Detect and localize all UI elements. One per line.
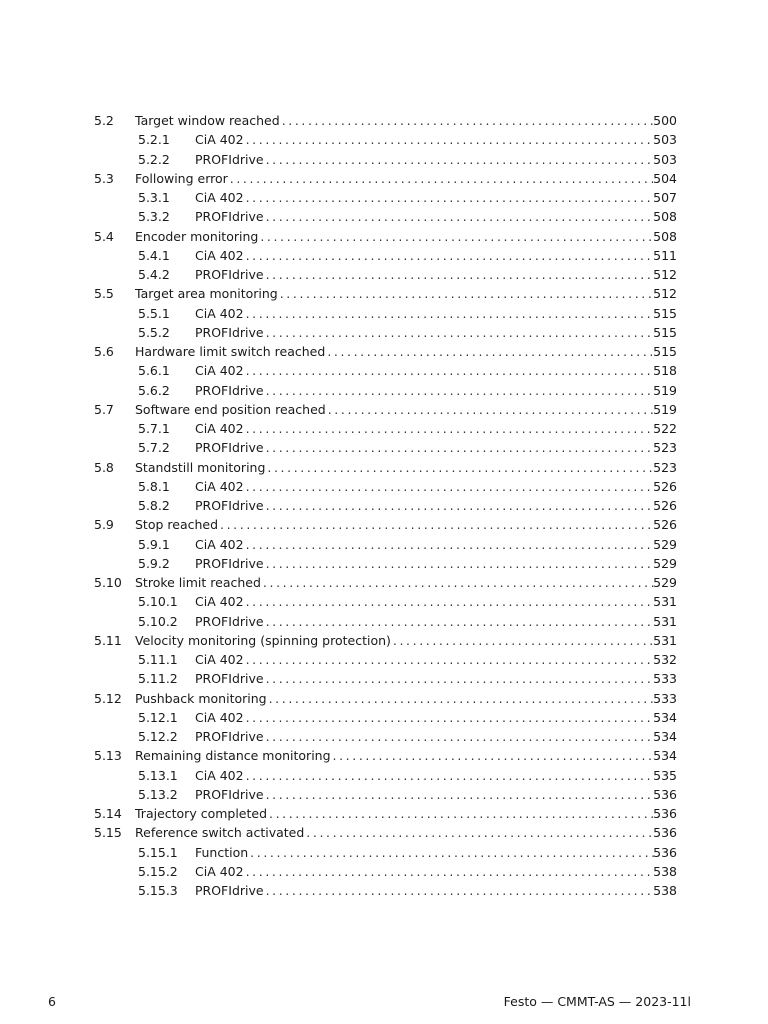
toc-entry-title: PROFIdrive xyxy=(195,440,264,456)
toc-entry-page: 536 xyxy=(653,786,677,802)
toc-entry-title-leader xyxy=(195,304,654,323)
toc-entry-title-leader xyxy=(135,823,654,842)
toc-entry-page: 512 xyxy=(653,267,677,282)
toc-entry[interactable] xyxy=(0,284,768,303)
toc-entry-title-leader xyxy=(195,246,654,265)
toc-entry-page: 518 xyxy=(653,363,677,379)
toc-dot-leader xyxy=(266,323,654,342)
toc-entry-number: 5.5 xyxy=(94,286,114,302)
toc-entry-page: 519 xyxy=(653,401,677,417)
footer-document-id: Festo — CMMT-AS — 2023-11l xyxy=(503,994,691,1009)
toc-entry-number: 5.10.1 xyxy=(138,594,178,610)
footer-page-number: 6 xyxy=(48,994,56,1009)
toc-entry-title: Remaining distance monitoring xyxy=(135,748,331,764)
toc-entry-number: 5.15.3 xyxy=(138,883,178,898)
toc-dot-leader xyxy=(230,169,654,188)
toc-dot-leader xyxy=(266,612,654,631)
toc-entry-title-leader xyxy=(135,400,654,419)
toc-entry[interactable] xyxy=(0,650,768,669)
toc-entry-title: Stroke limit reached xyxy=(135,575,261,590)
toc-entry[interactable] xyxy=(0,746,768,765)
toc-entry-title-leader xyxy=(135,111,654,130)
toc-entry-number: 5.7.2 xyxy=(138,440,170,456)
toc-entry-number: 5.15.2 xyxy=(138,863,178,879)
toc-entry-title: CiA 402 xyxy=(195,767,244,783)
toc-entry-page: 503 xyxy=(653,151,677,167)
toc-entry-title-leader xyxy=(135,631,654,650)
toc-entry-title: Software end position reached xyxy=(135,401,326,417)
toc-entry-title-leader xyxy=(135,284,654,303)
toc-entry[interactable] xyxy=(0,766,768,785)
toc-dot-leader xyxy=(266,785,654,804)
toc-entry-title: Target window reached xyxy=(135,113,280,128)
toc-entry[interactable] xyxy=(0,881,768,900)
toc-entry-title-leader xyxy=(135,689,654,708)
toc-dot-leader xyxy=(266,669,654,688)
toc-dot-leader xyxy=(266,727,654,746)
toc-entry-title-leader xyxy=(135,169,654,188)
toc-entry[interactable] xyxy=(0,265,768,284)
toc-entry-title-leader xyxy=(135,458,654,477)
toc-dot-leader xyxy=(282,111,654,130)
toc-entry[interactable] xyxy=(0,246,768,265)
toc-entry-title-leader xyxy=(195,130,654,149)
toc-dot-leader xyxy=(280,284,654,303)
toc-entry-page: 526 xyxy=(653,498,677,513)
toc-entry-page: 515 xyxy=(653,344,677,359)
toc-dot-leader xyxy=(327,342,654,361)
toc-entry-page: 500 xyxy=(653,113,677,128)
toc-entry-title: CiA 402 xyxy=(195,421,244,436)
toc-entry-page: 531 xyxy=(653,632,677,648)
toc-entry-number: 5.7.1 xyxy=(138,421,170,436)
toc-entry-title-leader xyxy=(195,785,654,804)
toc-entry-number: 5.8.1 xyxy=(138,478,170,494)
toc-entry-title-leader xyxy=(135,573,654,592)
toc-entry-title-leader xyxy=(195,650,654,669)
toc-entry-page: 529 xyxy=(653,536,677,552)
toc-entry[interactable] xyxy=(0,169,768,188)
toc-entry-page: 534 xyxy=(653,748,677,764)
toc-entry-title: Hardware limit switch reached xyxy=(135,344,326,359)
toc-entry[interactable] xyxy=(0,708,768,727)
toc-dot-leader xyxy=(333,746,654,765)
toc-entry-page: 538 xyxy=(653,883,677,898)
toc-entry[interactable] xyxy=(0,515,768,534)
toc-dot-leader xyxy=(266,496,654,515)
toc-dot-leader xyxy=(266,438,654,457)
toc-entry-title: Reference switch activated xyxy=(135,825,305,841)
toc-dot-leader xyxy=(246,361,654,380)
toc-entry[interactable] xyxy=(0,785,768,804)
toc-entry-title-leader xyxy=(195,477,654,496)
toc-entry-title: CiA 402 xyxy=(195,863,244,879)
toc-entry[interactable] xyxy=(0,496,768,515)
toc-entry[interactable] xyxy=(0,631,768,650)
toc-entry-number: 5.3.1 xyxy=(138,190,170,205)
toc-entry-title: PROFIdrive xyxy=(195,382,264,398)
toc-dot-leader xyxy=(246,708,654,727)
toc-entry-page: 538 xyxy=(653,863,677,879)
toc-entry[interactable] xyxy=(0,438,768,457)
toc-dot-leader xyxy=(266,554,654,573)
toc-dot-leader xyxy=(267,458,654,477)
toc-entry-number: 5.4.1 xyxy=(138,247,170,263)
toc-entry-title-leader xyxy=(195,381,654,400)
toc-entry-title-leader xyxy=(195,419,654,438)
toc-entry-page: 511 xyxy=(653,247,677,263)
toc-entry-title-leader xyxy=(195,592,654,611)
toc-entry-page: 534 xyxy=(653,709,677,725)
toc-entry-page: 526 xyxy=(653,478,677,494)
toc-dot-leader xyxy=(246,246,654,265)
toc-entry-title-leader xyxy=(135,227,654,246)
toc-entry-title-leader xyxy=(195,843,654,862)
toc-dot-leader xyxy=(250,843,654,862)
toc-dot-leader xyxy=(246,766,654,785)
toc-entry-title: Pushback monitoring xyxy=(135,690,267,706)
toc-entry-title: PROFIdrive xyxy=(195,267,264,282)
toc-dot-leader xyxy=(266,207,654,226)
toc-entry-number: 5.13 xyxy=(94,748,122,764)
toc-entry-title: CiA 402 xyxy=(195,190,244,205)
toc-entry-page: 536 xyxy=(653,825,677,841)
toc-entry[interactable] xyxy=(0,111,768,130)
toc-entry[interactable] xyxy=(0,862,768,881)
toc-entry-title: PROFIdrive xyxy=(195,498,264,513)
toc-dot-leader xyxy=(266,381,654,400)
toc-dot-leader xyxy=(246,419,654,438)
toc-entry[interactable] xyxy=(0,458,768,477)
toc-entry-number: 5.9.1 xyxy=(138,536,170,552)
toc-entry-number: 5.11.2 xyxy=(138,671,178,687)
toc-dot-leader xyxy=(306,823,654,842)
toc-entry-page: 535 xyxy=(653,767,677,783)
toc-entry-title-leader xyxy=(195,496,654,515)
toc-entry[interactable] xyxy=(0,554,768,573)
toc-entry-page: 529 xyxy=(653,555,677,571)
toc-entry-title-leader xyxy=(195,207,654,226)
toc-entry-title: CiA 402 xyxy=(195,652,244,667)
toc-entry-page: 529 xyxy=(653,575,677,590)
toc-entry-page: 523 xyxy=(653,459,677,475)
toc-entry-title: PROFIdrive xyxy=(195,613,264,629)
toc-entry[interactable] xyxy=(0,477,768,496)
toc-entry[interactable] xyxy=(0,207,768,226)
toc-entry-page: 536 xyxy=(653,806,677,821)
toc-entry-number: 5.14 xyxy=(94,806,122,821)
toc-entry-title-leader xyxy=(195,727,654,746)
toc-dot-leader xyxy=(220,515,654,534)
toc-entry-page: 532 xyxy=(653,652,677,667)
toc-entry-title: CiA 402 xyxy=(195,536,244,552)
toc-entry-page: 534 xyxy=(653,729,677,744)
toc-entry-title: PROFIdrive xyxy=(195,555,264,571)
toc-entry-title: PROFIdrive xyxy=(195,324,264,340)
toc-entry[interactable] xyxy=(0,342,768,361)
toc-entry-title-leader xyxy=(195,535,654,554)
toc-entry-page: 515 xyxy=(653,305,677,321)
toc-entry[interactable] xyxy=(0,188,768,207)
toc-entry-page: 508 xyxy=(653,209,677,225)
toc-dot-leader xyxy=(266,881,654,900)
toc-entry-number: 5.4.2 xyxy=(138,267,170,282)
toc-entry-title: PROFIdrive xyxy=(195,209,264,225)
toc-entry-title: CiA 402 xyxy=(195,305,244,321)
toc-entry[interactable] xyxy=(0,804,768,823)
toc-entry-title: Function xyxy=(195,844,249,860)
toc-dot-leader xyxy=(266,150,654,169)
toc-entry-title-leader xyxy=(195,766,654,785)
toc-entry[interactable] xyxy=(0,535,768,554)
toc-entry-title: CiA 402 xyxy=(195,247,244,263)
toc-dot-leader xyxy=(266,265,654,284)
toc-entry-page: 526 xyxy=(653,517,677,533)
toc-entry-number: 5.10.2 xyxy=(138,613,178,629)
toc-entry[interactable] xyxy=(0,150,768,169)
toc-entry-title: PROFIdrive xyxy=(195,671,264,687)
toc-entry-page: 533 xyxy=(653,671,677,687)
toc-entry-number: 5.15 xyxy=(94,825,122,841)
toc-entry-title: PROFIdrive xyxy=(195,883,264,898)
toc-entry-number: 5.6.2 xyxy=(138,382,170,398)
toc-entry-page: 515 xyxy=(653,324,677,340)
toc-entry-page: 507 xyxy=(653,190,677,205)
toc-entry-title: Trajectory completed xyxy=(135,806,268,821)
toc-entry-number: 5.8.2 xyxy=(138,498,170,513)
toc-entry[interactable] xyxy=(0,843,768,862)
toc-entry[interactable] xyxy=(0,823,768,842)
toc-entry-number: 5.11 xyxy=(94,632,122,648)
toc-entry-title: CiA 402 xyxy=(195,132,244,148)
toc-entry[interactable] xyxy=(0,612,768,631)
toc-entry[interactable] xyxy=(0,689,768,708)
toc-entry-title-leader xyxy=(195,438,654,457)
toc-entry[interactable] xyxy=(0,727,768,746)
toc-dot-leader xyxy=(263,573,654,592)
toc-entry-page: 523 xyxy=(653,440,677,456)
toc-entry-page: 531 xyxy=(653,613,677,629)
toc-entry-title-leader xyxy=(135,746,654,765)
toc-entry[interactable] xyxy=(0,400,768,419)
toc-entry-title-leader xyxy=(195,612,654,631)
toc-dot-leader xyxy=(393,631,654,650)
toc-entry-number: 5.6.1 xyxy=(138,363,170,379)
toc-entry-number: 5.5.2 xyxy=(138,324,170,340)
toc-entry-page: 533 xyxy=(653,690,677,706)
toc-entry[interactable] xyxy=(0,323,768,342)
toc-entry-page: 531 xyxy=(653,594,677,610)
toc-entry[interactable] xyxy=(0,227,768,246)
toc-entry[interactable] xyxy=(0,304,768,323)
toc-entry-number: 5.2.2 xyxy=(138,151,170,167)
toc-entry-page: 512 xyxy=(653,286,677,302)
toc-entry-title: Standstill monitoring xyxy=(135,459,266,475)
toc-entry[interactable] xyxy=(0,592,768,611)
toc-entry-number: 5.11.1 xyxy=(138,652,178,667)
toc-entry-number: 5.12.1 xyxy=(138,709,178,725)
toc-entry-number: 5.3.2 xyxy=(138,209,170,225)
toc-entry-title-leader xyxy=(195,361,654,380)
toc-entry-number: 5.9 xyxy=(94,517,114,533)
toc-entry-title: Target area monitoring xyxy=(135,286,278,302)
toc-dot-leader xyxy=(269,804,654,823)
toc-dot-leader xyxy=(328,400,654,419)
toc-entry-title: Velocity monitoring (spinning protection) xyxy=(135,632,391,648)
toc-entry-number: 5.9.2 xyxy=(138,555,170,571)
toc-dot-leader xyxy=(246,535,654,554)
toc-entry-page: 504 xyxy=(653,170,677,186)
toc-entry-page: 519 xyxy=(653,382,677,398)
toc-entry[interactable] xyxy=(0,130,768,149)
toc-entry-title-leader xyxy=(195,862,654,881)
toc-entry-title-leader xyxy=(195,669,654,688)
toc-entry-title: CiA 402 xyxy=(195,478,244,494)
toc-entry-number: 5.8 xyxy=(94,459,114,475)
toc-entry-title: Stop reached xyxy=(135,517,219,533)
table-of-contents xyxy=(0,111,768,900)
toc-entry-title-leader xyxy=(195,150,654,169)
toc-dot-leader xyxy=(246,188,654,207)
toc-entry-number: 5.5.1 xyxy=(138,305,170,321)
toc-entry-page: 503 xyxy=(653,132,677,148)
toc-entry-title: PROFIdrive xyxy=(195,729,264,744)
toc-dot-leader xyxy=(269,689,654,708)
toc-entry-title-leader xyxy=(195,881,654,900)
toc-entry-title: CiA 402 xyxy=(195,363,244,379)
toc-dot-leader xyxy=(246,304,654,323)
toc-entry[interactable] xyxy=(0,419,768,438)
toc-dot-leader xyxy=(246,862,654,881)
toc-entry[interactable] xyxy=(0,573,768,592)
toc-dot-leader xyxy=(246,592,654,611)
toc-entry-number: 5.12 xyxy=(94,690,122,706)
toc-entry-title-leader xyxy=(195,323,654,342)
toc-dot-leader xyxy=(246,650,654,669)
toc-entry[interactable] xyxy=(0,381,768,400)
toc-entry-title: PROFIdrive xyxy=(195,151,264,167)
toc-entry-number: 5.13.1 xyxy=(138,767,178,783)
toc-entry-number: 5.10 xyxy=(94,575,122,590)
toc-entry[interactable] xyxy=(0,361,768,380)
toc-entry-title: PROFIdrive xyxy=(195,786,264,802)
toc-entry-number: 5.13.2 xyxy=(138,786,178,802)
toc-entry-title-leader xyxy=(135,515,654,534)
toc-entry-number: 5.6 xyxy=(94,344,114,359)
toc-entry-number: 5.7 xyxy=(94,401,114,417)
toc-entry[interactable] xyxy=(0,669,768,688)
toc-entry-page: 536 xyxy=(653,844,677,860)
toc-entry-title-leader xyxy=(135,342,654,361)
toc-entry-number: 5.4 xyxy=(94,228,114,244)
toc-entry-title-leader xyxy=(195,554,654,573)
toc-entry-number: 5.15.1 xyxy=(138,844,178,860)
toc-entry-number: 5.12.2 xyxy=(138,729,178,744)
toc-entry-number: 5.3 xyxy=(94,170,114,186)
toc-dot-leader xyxy=(246,477,654,496)
toc-entry-number: 5.2.1 xyxy=(138,132,170,148)
toc-dot-leader xyxy=(260,227,654,246)
toc-dot-leader xyxy=(246,130,654,149)
toc-entry-title-leader xyxy=(195,708,654,727)
toc-entry-title-leader xyxy=(135,804,654,823)
toc-entry-title: Following error xyxy=(135,170,228,186)
toc-entry-title: Encoder monitoring xyxy=(135,228,259,244)
toc-entry-title-leader xyxy=(195,188,654,207)
toc-entry-page: 522 xyxy=(653,421,677,436)
toc-entry-page: 508 xyxy=(653,228,677,244)
toc-entry-title-leader xyxy=(195,265,654,284)
toc-entry-title: CiA 402 xyxy=(195,709,244,725)
toc-entry-title: CiA 402 xyxy=(195,594,244,610)
toc-entry-number: 5.2 xyxy=(94,113,114,128)
